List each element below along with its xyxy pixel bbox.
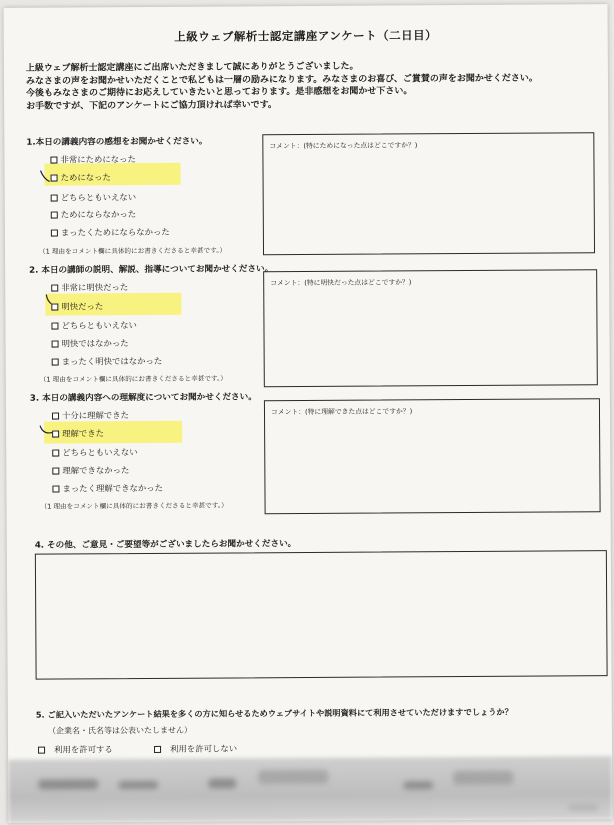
q2-note: （1 理由をコメント欄に具体的にお書きくださると幸甚です。） [39,374,227,384]
option-label: どちらともいえない [61,320,137,331]
q1-option-2[interactable] [51,171,111,183]
q4-comment-box[interactable] [35,550,608,679]
checkbox[interactable] [52,430,59,437]
checkbox[interactable] [38,746,45,753]
option-label: ためになった [60,172,111,183]
option-label: 利用を許可しない [170,743,238,754]
q3-option-2[interactable] [52,427,104,439]
checkbox[interactable] [52,467,59,474]
q3-option-5[interactable] [52,482,163,495]
q1-comment-box[interactable] [262,132,595,255]
q1-title: 1.本日の講義内容の感想をお聞かせください。 [26,136,208,148]
checkbox[interactable] [52,412,59,419]
option-label: 明快だった [61,301,104,312]
redacted-block [118,781,158,789]
q1-option-1[interactable] [50,153,135,166]
intro-line-2: みなさまの声をお聞かせいただくことで私どもは一層の励みになります。みなさまのお喜び、ご賞賛の声をお聞かせください。 [25,73,538,87]
checkbox[interactable] [51,284,58,291]
q3-title: 3. 本日の講義内容への理解度についてお聞かせください。 [29,392,257,404]
q2-option-4[interactable] [52,337,129,349]
option-label: まったくためにならなかった [60,226,170,238]
q1-comment-label: コメント：(特にためになった点はどこですか？) [269,141,418,151]
option-label: 利用を許可する [54,744,113,755]
q2-option-5[interactable] [52,355,163,368]
option-label: まったく理解できなかった [62,482,163,494]
option-label: まったく明快ではなかった [61,355,163,367]
checkbox[interactable] [51,322,58,329]
checkbox[interactable] [52,340,59,347]
q5-option-allow[interactable] [38,743,113,755]
q2-comment-label: コメント：(特に明快だった点はどこですか？) [270,278,412,288]
redacted-block [568,804,598,810]
checkbox[interactable] [50,156,57,163]
option-label: ためにならなかった [60,209,137,220]
option-label: 理解できた [62,428,105,439]
q2-option-2[interactable] [51,300,103,312]
redacted-block [453,771,513,785]
q2-option-1[interactable] [51,281,128,293]
q5-title: 5. ご記入いただいたアンケート結果を多くの方に知らせるためウェブサイトや説明資料にて利用させていただけますでしょうか？ [35,706,513,720]
option-label: どちらともいえない [62,447,138,458]
q3-option-3[interactable] [52,446,137,459]
q5-subnote: （企業名・氏名等は公表いたしません） [47,725,192,736]
redacted-block [258,770,328,784]
option-label: 非常に明快だった [61,282,129,293]
option-label: 十分に理解できた [61,410,130,421]
survey-title: 上級ウェブ解析士認定講座アンケート（二日目） [174,28,438,44]
q3-comment-box[interactable] [264,398,601,514]
q3-comment-label: コメント：(特に理解できた点はどこですか？) [270,407,413,417]
checkbox[interactable] [52,449,59,456]
q1-option-4[interactable] [51,208,136,221]
checkbox[interactable] [52,358,59,365]
q2-comment-box[interactable] [263,269,598,387]
intro-line-4: お手数ですが、下記のアンケートにご協力頂ければ幸いです。 [26,99,277,112]
q4-title: 4. その他、ご意見・ご要望等がございましたらお聞かせください。 [34,539,297,551]
survey-sheet [4,4,613,823]
option-label: 理解できなかった [62,465,130,476]
checkbox[interactable] [51,194,58,201]
option-label: どちらともいえない [60,192,137,203]
q3-option-4[interactable] [52,464,129,476]
q5-option-deny[interactable] [154,742,237,755]
redacted-block [403,781,433,789]
redacted-block [208,778,236,788]
q1-note: （1 理由をコメント欄に具体的にお書きくださると幸甚です。） [38,246,227,256]
checkbox[interactable] [154,745,161,752]
checkbox[interactable] [51,229,58,236]
q2-option-3[interactable] [51,319,136,332]
intro-line-3: 今後もみなさまのご期待にお応えしていきたいと思っております。是非感想をお聞かせ下さい。 [26,86,413,99]
q3-note: （1 理由をコメント欄に具体的にお書きくださると幸甚です。） [40,501,228,511]
intro-line-1: 上級ウェブ解析士認定講座にご出席いただきまして誠にありがとうございました。 [25,61,359,74]
checkbox[interactable] [51,174,58,181]
option-label: 明快ではなかった [61,338,129,349]
q3-option-1[interactable] [52,409,129,421]
intro-text [26,60,538,113]
option-label: 非常にためになった [60,154,136,165]
q1-option-3[interactable] [51,191,136,204]
checkbox[interactable] [52,485,59,492]
redacted-footer [8,756,612,823]
redacted-block [38,779,98,789]
checkbox[interactable] [51,211,58,218]
checkbox[interactable] [51,303,58,310]
q2-title: 2. 本日の講師の説明、解説、指導についてお聞かせください。 [29,264,274,276]
q1-option-5[interactable] [51,226,170,239]
